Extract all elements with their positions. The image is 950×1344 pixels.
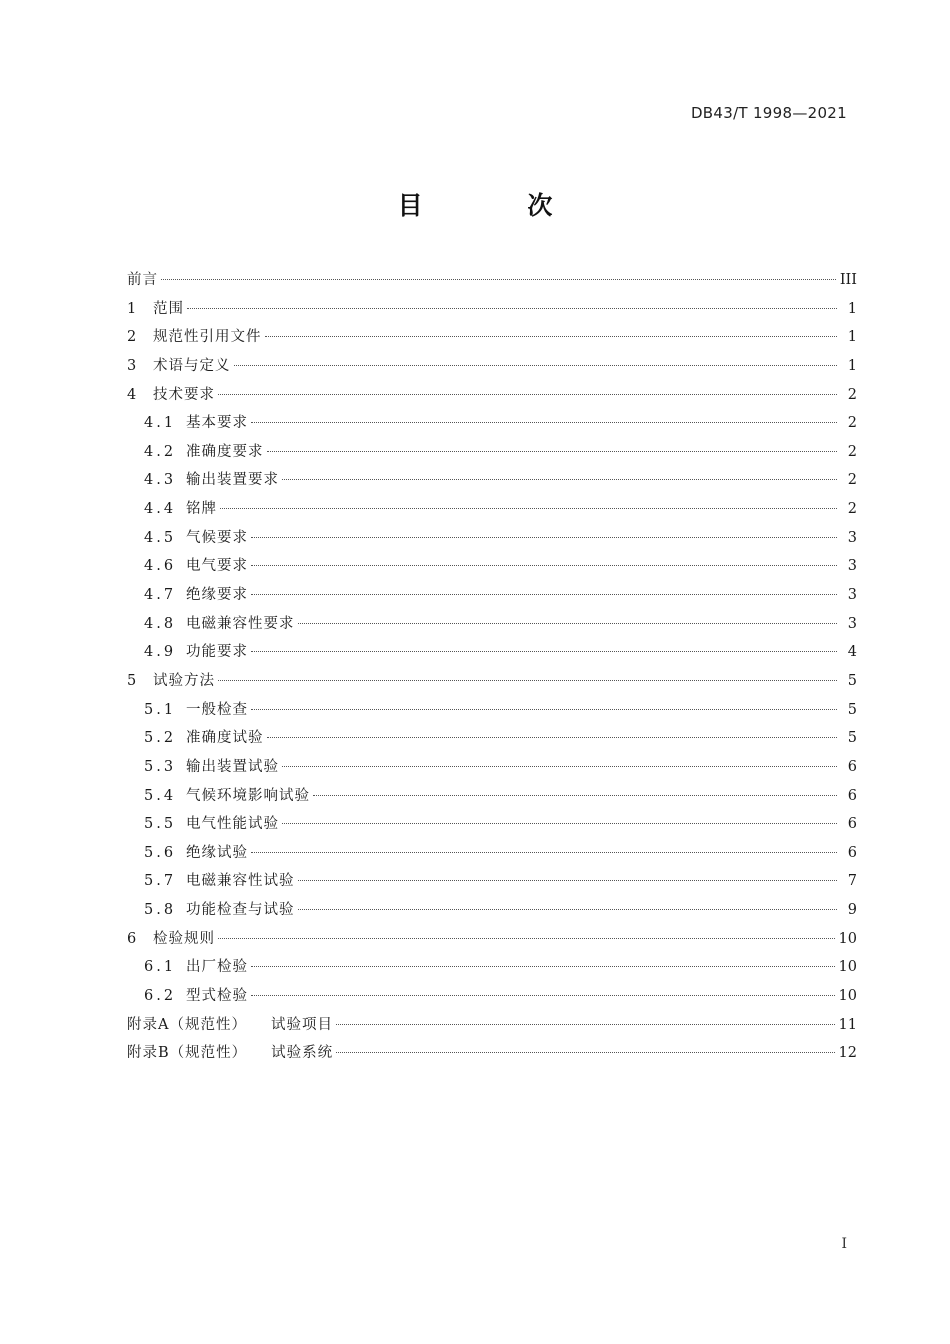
toc-entry-number: 5.6	[144, 844, 177, 861]
page-title: 目 次	[397, 191, 601, 220]
toc-entry-title: 术语与定义	[153, 357, 231, 374]
table-of-contents	[127, 266, 857, 1068]
toc-entry-page: 10	[838, 959, 857, 976]
toc-entry-page: 1	[847, 300, 857, 317]
toc-entry-number: 6.1	[144, 959, 177, 976]
toc-entry[interactable]	[127, 352, 857, 381]
toc-entry-page: 6	[847, 844, 857, 861]
toc-entry-title: 基本要求	[186, 415, 248, 432]
toc-entry[interactable]	[127, 610, 857, 639]
toc-entry-number: 4.2	[144, 443, 177, 460]
toc-entry[interactable]	[127, 867, 857, 896]
toc-dot-leader	[267, 737, 838, 738]
toc-entry[interactable]	[127, 466, 857, 495]
toc-entry-number: 5.7	[144, 873, 177, 890]
toc-dot-leader	[218, 938, 835, 939]
toc-entry-number: 1	[127, 300, 139, 317]
toc-entry-title: 铭牌	[186, 501, 217, 518]
toc-entry-title: 电气要求	[186, 558, 248, 575]
toc-entry[interactable]	[127, 295, 857, 324]
toc-entry[interactable]	[127, 266, 857, 295]
toc-entry-title: 前言	[127, 272, 158, 288]
toc-appendix-label: 附录A（规范性）	[127, 1016, 247, 1033]
toc-entry-page: 12	[838, 1045, 857, 1062]
toc-entry-number: 4.3	[144, 472, 177, 489]
toc-dot-leader	[251, 422, 837, 423]
toc-dot-leader	[251, 995, 835, 996]
toc-entry-page: 6	[847, 816, 857, 833]
toc-entry-page: 3	[847, 615, 857, 632]
toc-entry[interactable]	[127, 581, 857, 610]
toc-entry-page: 3	[847, 529, 857, 546]
toc-entry-title: 气候要求	[186, 529, 248, 546]
toc-entry-number: 5	[127, 672, 139, 689]
toc-entry-title: 输出装置要求	[186, 472, 279, 489]
toc-entry[interactable]	[127, 667, 857, 696]
toc-entry-number: 5.2	[144, 730, 177, 747]
toc-entry-title: 电磁兼容性试验	[186, 873, 295, 890]
toc-entry-number: 4.9	[144, 644, 177, 661]
toc-entry[interactable]	[127, 323, 857, 352]
toc-dot-leader	[336, 1052, 834, 1053]
toc-entry-title: 出厂检验	[186, 959, 248, 976]
toc-entry-number: 4.5	[144, 529, 177, 546]
toc-entry-title: 试验系统	[271, 1045, 334, 1062]
toc-entry[interactable]	[127, 782, 857, 811]
toc-entry[interactable]	[127, 438, 857, 467]
toc-dot-leader	[251, 966, 835, 967]
toc-entry[interactable]	[127, 896, 857, 925]
toc-dot-leader	[234, 365, 838, 366]
toc-dot-leader	[218, 394, 837, 395]
toc-entry-number: 5.1	[144, 701, 177, 718]
toc-entry-page: 2	[847, 386, 857, 403]
toc-entry-title: 检验规则	[153, 930, 215, 947]
toc-dot-leader	[220, 508, 837, 509]
toc-entry[interactable]	[127, 409, 857, 438]
toc-entry-page: 5	[847, 730, 857, 747]
toc-entry[interactable]	[127, 839, 857, 868]
toc-entry[interactable]	[127, 1039, 857, 1068]
toc-entry[interactable]	[127, 753, 857, 782]
toc-entry-page: 2	[847, 501, 857, 518]
toc-entry-number: 5.3	[144, 758, 177, 775]
toc-dot-leader	[218, 680, 837, 681]
toc-entry-page: 3	[847, 587, 857, 604]
toc-entry-page: 5	[847, 701, 857, 718]
toc-entry-page: III	[839, 272, 857, 288]
toc-entry-title: 规范性引用文件	[153, 329, 262, 346]
toc-entry-page: 2	[847, 415, 857, 432]
toc-entry-number: 6	[127, 930, 139, 947]
toc-entry-title: 一般检查	[186, 701, 248, 718]
toc-entry-title: 准确度要求	[186, 443, 264, 460]
toc-dot-leader	[161, 279, 836, 280]
page-number: I	[841, 1236, 847, 1252]
toc-entry-page: 5	[847, 672, 857, 689]
toc-dot-leader	[282, 766, 837, 767]
toc-dot-leader	[251, 565, 837, 566]
toc-entry-number: 3	[127, 357, 139, 374]
toc-entry-page: 10	[838, 988, 857, 1005]
toc-entry-number: 4.1	[144, 415, 177, 432]
toc-entry-title: 绝缘试验	[186, 844, 248, 861]
toc-entry-number: 4.8	[144, 615, 177, 632]
toc-entry[interactable]	[127, 982, 857, 1011]
toc-entry-title: 电气性能试验	[186, 816, 279, 833]
toc-dot-leader	[267, 451, 838, 452]
toc-dot-leader	[251, 651, 837, 652]
toc-entry-number: 4	[127, 386, 139, 403]
toc-entry-title: 试验方法	[153, 672, 215, 689]
toc-entry-page: 3	[847, 558, 857, 575]
toc-dot-leader	[251, 852, 837, 853]
toc-entry-number: 5.4	[144, 787, 177, 804]
toc-entry-number: 2	[127, 329, 139, 346]
toc-entry-page: 1	[847, 357, 857, 374]
toc-entry[interactable]	[127, 953, 857, 982]
toc-entry-title: 准确度试验	[186, 730, 264, 747]
toc-entry-page: 9	[847, 902, 857, 919]
toc-entry-title: 功能检查与试验	[186, 902, 295, 919]
toc-entry-page: 11	[838, 1016, 857, 1033]
toc-entry-number: 4.7	[144, 587, 177, 604]
toc-entry-number: 5.5	[144, 816, 177, 833]
toc-entry-title: 功能要求	[186, 644, 248, 661]
toc-entry[interactable]	[127, 552, 857, 581]
toc-entry[interactable]	[127, 381, 857, 410]
toc-dot-leader	[251, 594, 837, 595]
toc-entry-page: 7	[847, 873, 857, 890]
toc-entry-number: 5.8	[144, 902, 177, 919]
toc-entry-number: 4.6	[144, 558, 177, 575]
toc-entry-title: 输出装置试验	[186, 758, 279, 775]
toc-dot-leader	[251, 537, 837, 538]
toc-entry-page: 2	[847, 443, 857, 460]
toc-entry-page: 6	[847, 787, 857, 804]
toc-dot-leader	[282, 823, 837, 824]
toc-entry-title: 绝缘要求	[186, 587, 248, 604]
toc-entry[interactable]	[127, 638, 857, 667]
document-code: DB43/T 1998—2021	[690, 104, 847, 122]
toc-entry-page: 4	[847, 644, 857, 661]
toc-dot-leader	[187, 308, 837, 309]
toc-dot-leader	[336, 1024, 835, 1025]
toc-entry-number: 6.2	[144, 988, 177, 1005]
toc-entry-title: 试验项目	[270, 1016, 333, 1033]
toc-entry[interactable]	[127, 495, 857, 524]
toc-dot-leader	[313, 795, 837, 796]
toc-dot-leader	[298, 909, 838, 910]
toc-entry-page: 1	[847, 329, 857, 346]
toc-dot-leader	[282, 479, 837, 480]
toc-dot-leader	[298, 880, 838, 881]
toc-entry-title: 技术要求	[153, 386, 215, 403]
toc-entry-title: 型式检验	[186, 988, 248, 1005]
toc-entry[interactable]	[127, 696, 857, 725]
toc-dot-leader	[298, 623, 838, 624]
toc-entry-title: 电磁兼容性要求	[186, 615, 295, 632]
toc-entry[interactable]	[127, 925, 857, 954]
toc-dot-leader	[265, 336, 838, 337]
toc-appendix-label: 附录B（规范性）	[127, 1045, 248, 1062]
toc-entry[interactable]	[127, 524, 857, 553]
toc-entry[interactable]	[127, 724, 857, 753]
toc-entry-title: 气候环境影响试验	[186, 787, 310, 804]
toc-entry-page: 2	[847, 472, 857, 489]
toc-dot-leader	[251, 709, 837, 710]
toc-entry[interactable]	[127, 1011, 857, 1040]
toc-entry-number: 4.4	[144, 501, 177, 518]
toc-entry-page: 10	[838, 930, 857, 947]
toc-entry-title: 范围	[153, 300, 184, 317]
toc-entry-page: 6	[847, 758, 857, 775]
toc-entry[interactable]	[127, 810, 857, 839]
